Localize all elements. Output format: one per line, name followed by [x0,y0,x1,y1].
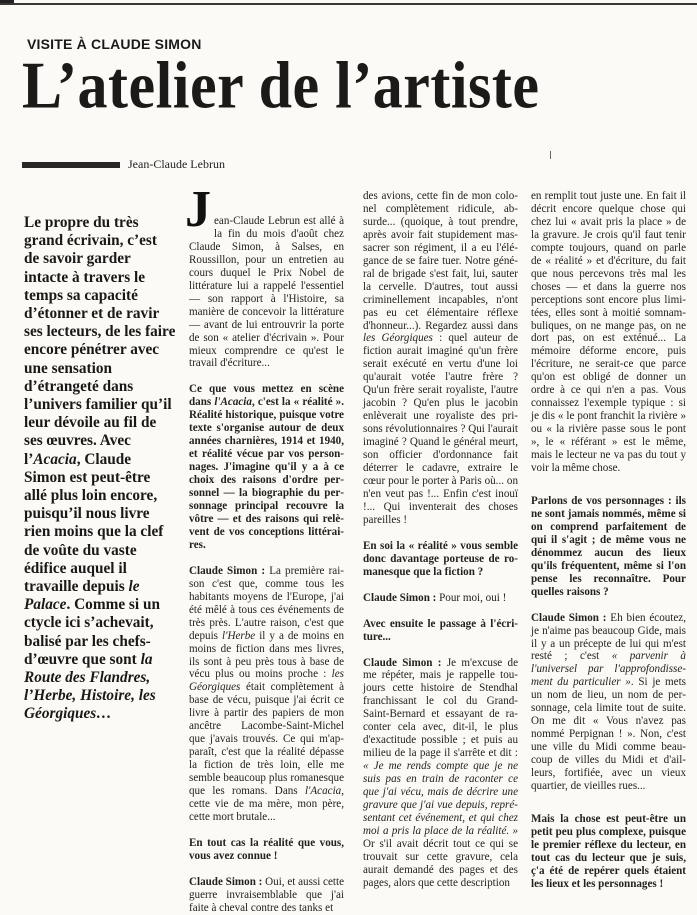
print-speck [550,151,551,159]
answer-2-cont [363,190,518,527]
standfirst-text: , Claude Simon est peut-être allé plus loin encore, puisqu’il nous livre rien moins que la clef de voûte du vaste édifice auquel il travaille depuis [24,450,164,596]
intro-paragraph [185,181,344,370]
answer-5 [531,612,686,793]
byline-rule [22,162,120,168]
answer-text: Je m'excuse de me répéter, mais je rappelle toujours cette histoire de Stendhal franchissant le col du Grand-Saint-Bernard et essayant de raconter cela avec, dit-il, le plus d'exactitude possible ; et puis au milieu de la page il s'arrête et dit : [363,656,519,760]
answer-2-start [189,876,344,915]
gide-quote: « parvenir à l'universel par l'approfondissement du particulier » [531,650,686,689]
byline-author: Jean-Claude Lebrun [128,157,225,171]
book-title: Acacia [33,450,77,468]
book-title: l'Acacia [304,785,342,798]
book-titles: la Route des Flandres, l’Herbe, Histoire, les Géorgiques… [24,650,156,723]
question-1 [189,383,344,551]
question-4: Avec ensuite le passage à l'écriture... [363,617,518,643]
standfirst [24,214,176,724]
speaker-label: Claude Simon : [363,656,442,669]
standfirst-text: Le propre du très grand écrivain, c’est de savoir garder intacte à travers le temps sa capacité d’étonner et de ravir ses lecteurs, de les faire encore pénétrer avec une sensation d’étrangeté dans l’univers familier qu’il leur dévoile au fil de ses œuvres. Avec l’ [24,214,176,468]
answer-text: : quel auteur de fiction aurait imaginé qu'un frère serait exécuté en vertu d'une loi qu'aurait votée l'autre frère ? Qu'un frère serait royaliste, l'autre jacobin ? Qu'en plus le jacobin enlèverait une royaliste des prisons révolutionnaires ? Qui l'aurait imaginé ? Quand le général meurt, son officier d'ordonnance fait déterrer le cadavre, extraire le cœur pour le porter à Paris où... on n'en veut pas !... Enfin c'est inouï !... Qui inventerait des choses pareilles ! [363,332,519,526]
drop-cap: J [185,181,211,238]
question-text: , c'est la « réalité ». Réalité historique, puisque votre texte s'organise autour de deux années charnières, 1914 et 1940, et réalité vécue par vos personnages. J'imagine qu'il y a à ce choix des raisons d'ordre personnel — la biographie du personnage principal recouvre la vôtre — et des raisons qui relèvent de vos conceptions littéraires. [189,396,344,551]
byline [22,157,225,172]
question-3: En soi la « réalité » vous semble donc davantage porteuse de romanesque que la fiction ? [363,539,518,578]
question-6: Mais la chose est peut-être un petit peu plus complexe, puisque le premier réflexe du lecteur, en tout cas du lecteur que je suis, ç'a été de repérer quels étaient les lieux et les personnages ! [531,812,686,890]
answer-text: La première raison c'est que, comme tous les habitants moyens de l'Europe, j'ai été mêlé à tous ces événements de très près. L'autre raison, c'est que depuis [189,564,344,642]
speaker-label: Claude Simon : [531,611,607,624]
answer-text: Oui, et aussi cette guerre invraisemblable que j'ai faite à cheval contre des tanks et [189,875,344,914]
book-title: le Palace [24,578,140,614]
answer-3 [363,592,518,605]
question-text: Ce que vous mettez en scène dans [189,383,344,409]
standfirst-text: . Comme si un ctycle ici s’achevait, balisé par les chefs-d’œuvre que sont [24,596,160,668]
answer-text: était complètement à base de vécu, puisque j'ai écrit ce livre à partir des papiers de mon ancêtre Lacombe-Saint-Michel que j'avais trouvés. Ce qui m'apparaît, c'est que la réalité dépasse la fiction de très loin, elle me semble beaucoup plus romanesque que les romans. Dans [189,681,344,798]
answer-text: des avions, cette fin de mon colonel complètement ridicule, absurde... (quoique, à tout prendre, après avoir fait stupidement massacrer son régiment, il a eu l'élégance de se faire tuer. Notre général de brigade s'est fait, lui, sauter la cervelle. D'autres, tout aussi criminellement incapables, n'ont pas eu cet élémentaire réflexe d'honneur...). Regardez aussi dans [363,190,518,332]
headline: L’atelier de l’artiste [22,48,540,123]
book-title: l'Herbe [221,629,256,642]
speaker-label: Claude Simon : [189,564,266,577]
question-5: Parlons de vos personnages : ils ne sont jamais nommés, même si on comprend parfaitement de qui il s'agit ; de même vous ne dénommez aucun des lieux qu'ils fréquentent, même si l'on pense les reconnaître. Pour quelles raisons ? [531,494,686,598]
column-2 [363,190,518,890]
answer-4-start [363,657,518,890]
answer-text: il y a de moins en moins de fiction dans mes livres, ils sont à peu près tous à base de vécu plus ou moins proche : [189,629,344,681]
question-2: En tout cas la réalité que vous, vous avez connue ! [189,836,344,862]
top-rule [0,3,697,5]
stendhal-quote: « Je me rends compte que je ne suis pas en train de raconter ce que j'ai vécu, mais de décrire une gravure que j'ai vue depuis, représentant cet événement, et qui chez moi a pris la place de la réalité. » [363,760,518,837]
answer-text: . Si je mets un nom de lieu, un nom de personnage, cela limite tout de suite. On me dit « Vous n'avez pas nommé Perpignan ! ». Non, c'est une ville du Midi comme beaucoup de villes du Midi et d'ailleurs, fortifiée, avec un vieux quartier, de vieilles rues... [531,676,686,792]
book-title: les Géorgiques [363,332,433,345]
intro-text: ean-Claude Lebrun est allé à la fin du mois d'août chez Claude Simon, à Salses, en Roussillon, pour un entretien au cours duquel le Prix Nobel de littérature lui a rappelé l'essentiel — son rapport à l'Histoire, sa manière de concevoir la littérature — avant de lui entrouvrir la porte de son « atelier d'écrivain ». Pour mieux comprendre ce qu'est le travail d'écriture... [189,215,344,370]
answer-text: Pour moi, oui ! [436,591,507,604]
speaker-label: Claude Simon : [189,875,263,888]
column-3 [531,190,686,904]
answer-4-cont [531,190,686,475]
speaker-label: Claude Simon : [363,591,437,604]
answer-text: en remplit tout juste une. En fait il décrit encore quelque chose qui chez lui « avait pris la place » de la gravure. Je crois qu'il faut tenir compte toujours, quand on parle de « réalité » et d'écriture, du fait que nous percevons très mal les choses — et dans la guerre nos perceptions sont encore plus limitées, elles sont à moitié somnambuliques, on ne mange pas, on ne dort pas, on est exténué... La mémoire déforme encore, puis l'écriture, ne serait-ce que parce qu'on est obligé de donner un ordre à ce qui n'en a pas. Vous connaissez l'exemple typique : si je dis « le pont franchit la rivière » ou « la rivière passe sous le pont », le « référant » est le même, mais le lecteur ne va pas du tout y voir la même chose. [531,190,686,475]
answer-1 [189,565,344,824]
kicker: VISITE À CLAUDE SIMON [27,36,202,52]
answer-text: Eh bien écoutez, je n'aime pas beaucoup Gide, mais il y a un précepte de lui qui m'est resté ; c'est [531,611,687,663]
answer-text: , cette vie de ma mère, mon père, cette mort brutale... [189,785,344,823]
answer-text: Or s'il avait décrit tout ce qui se trouvait sur cette gravure, cela aurait demandé des pages et des pages, alors que cette description [363,837,518,889]
dropcap-spacer [189,188,344,215]
book-title: l'Acacia [214,396,252,409]
column-1 [185,181,344,915]
book-title: les Géorgiques [189,668,344,694]
